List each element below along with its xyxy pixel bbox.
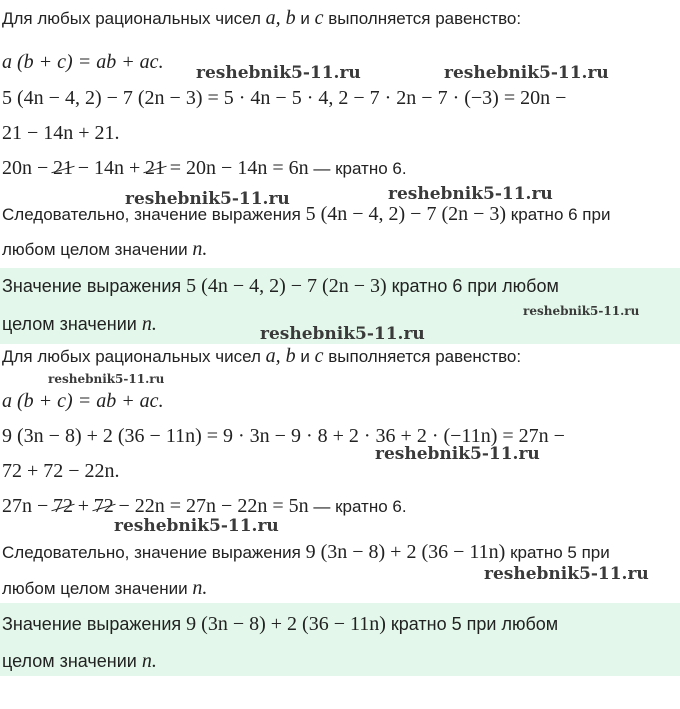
expansion-line-1: 9 (3n − 8) + 2 (36 − 11n) = 9 · 3n − 9 · 8 + 2 · 36 + 2 · (−11n) = 27n − (2, 425, 565, 447)
watermark: reshebnik5-11.ru (114, 516, 279, 536)
watermark: reshebnik5-11.ru (375, 444, 540, 464)
watermark: reshebnik5-11.ru (444, 63, 609, 83)
watermark: reshebnik5-11.ru (388, 184, 553, 204)
watermark: reshebnik5-11.ru (484, 564, 649, 584)
distributive-identity: a (b + c) = ab + ac. (2, 51, 164, 73)
conclusion-line-1: Следовательно, значение выражения 9 (3n − 8) + 2 (36 − 11n) кратно 5 при (2, 541, 610, 563)
answer-line-1: Значение выражения 5 (4n − 4, 2) − 7 (2n − 3) кратно 6 при любом (2, 275, 559, 297)
expansion-line-2: 72 + 72 − 22n. (2, 460, 120, 482)
expansion-line-2: 21 − 14n + 21. (2, 122, 120, 144)
answer-line-2: целом значении n. (2, 313, 157, 335)
watermark: reshebnik5-11.ru (48, 372, 165, 386)
conclusion-line-1: Следовательно, значение выражения 5 (4n − 4, 2) − 7 (2n − 3) кратно 6 при (2, 203, 611, 225)
intro-text: Для любых рациональных чисел a, b и c выполняется равенство: (2, 345, 522, 367)
watermark: reshebnik5-11.ru (260, 324, 425, 344)
distributive-identity: a (b + c) = ab + ac. (2, 390, 164, 412)
simplification-line: 27n − 72 + 72 − 22n = 27n − 22n = 5n — кратно 6. (2, 495, 407, 517)
watermark: reshebnik5-11.ru (523, 304, 640, 318)
conclusion-line-2: любом целом значении n. (2, 577, 208, 599)
expansion-line-1: 5 (4n − 4, 2) − 7 (2n − 3) = 5 · 4n − 5 · 4, 2 − 7 · 2n − 7 · (−3) = 20n − (2, 87, 567, 109)
answer-line-1: Значение выражения 9 (3n − 8) + 2 (36 − 11n) кратно 5 при любом (2, 613, 559, 635)
intro-text: Для любых рациональных чисел a, b и c выполняется равенство: (2, 7, 522, 29)
answer-line-2: целом значении n. (2, 650, 157, 672)
simplification-line: 20n − 21 − 14n + 21 = 20n − 14n = 6n — кратно 6. (2, 157, 407, 179)
conclusion-line-2: любом целом значении n. (2, 238, 208, 260)
watermark: reshebnik5-11.ru (196, 63, 361, 83)
watermark: reshebnik5-11.ru (125, 189, 290, 209)
